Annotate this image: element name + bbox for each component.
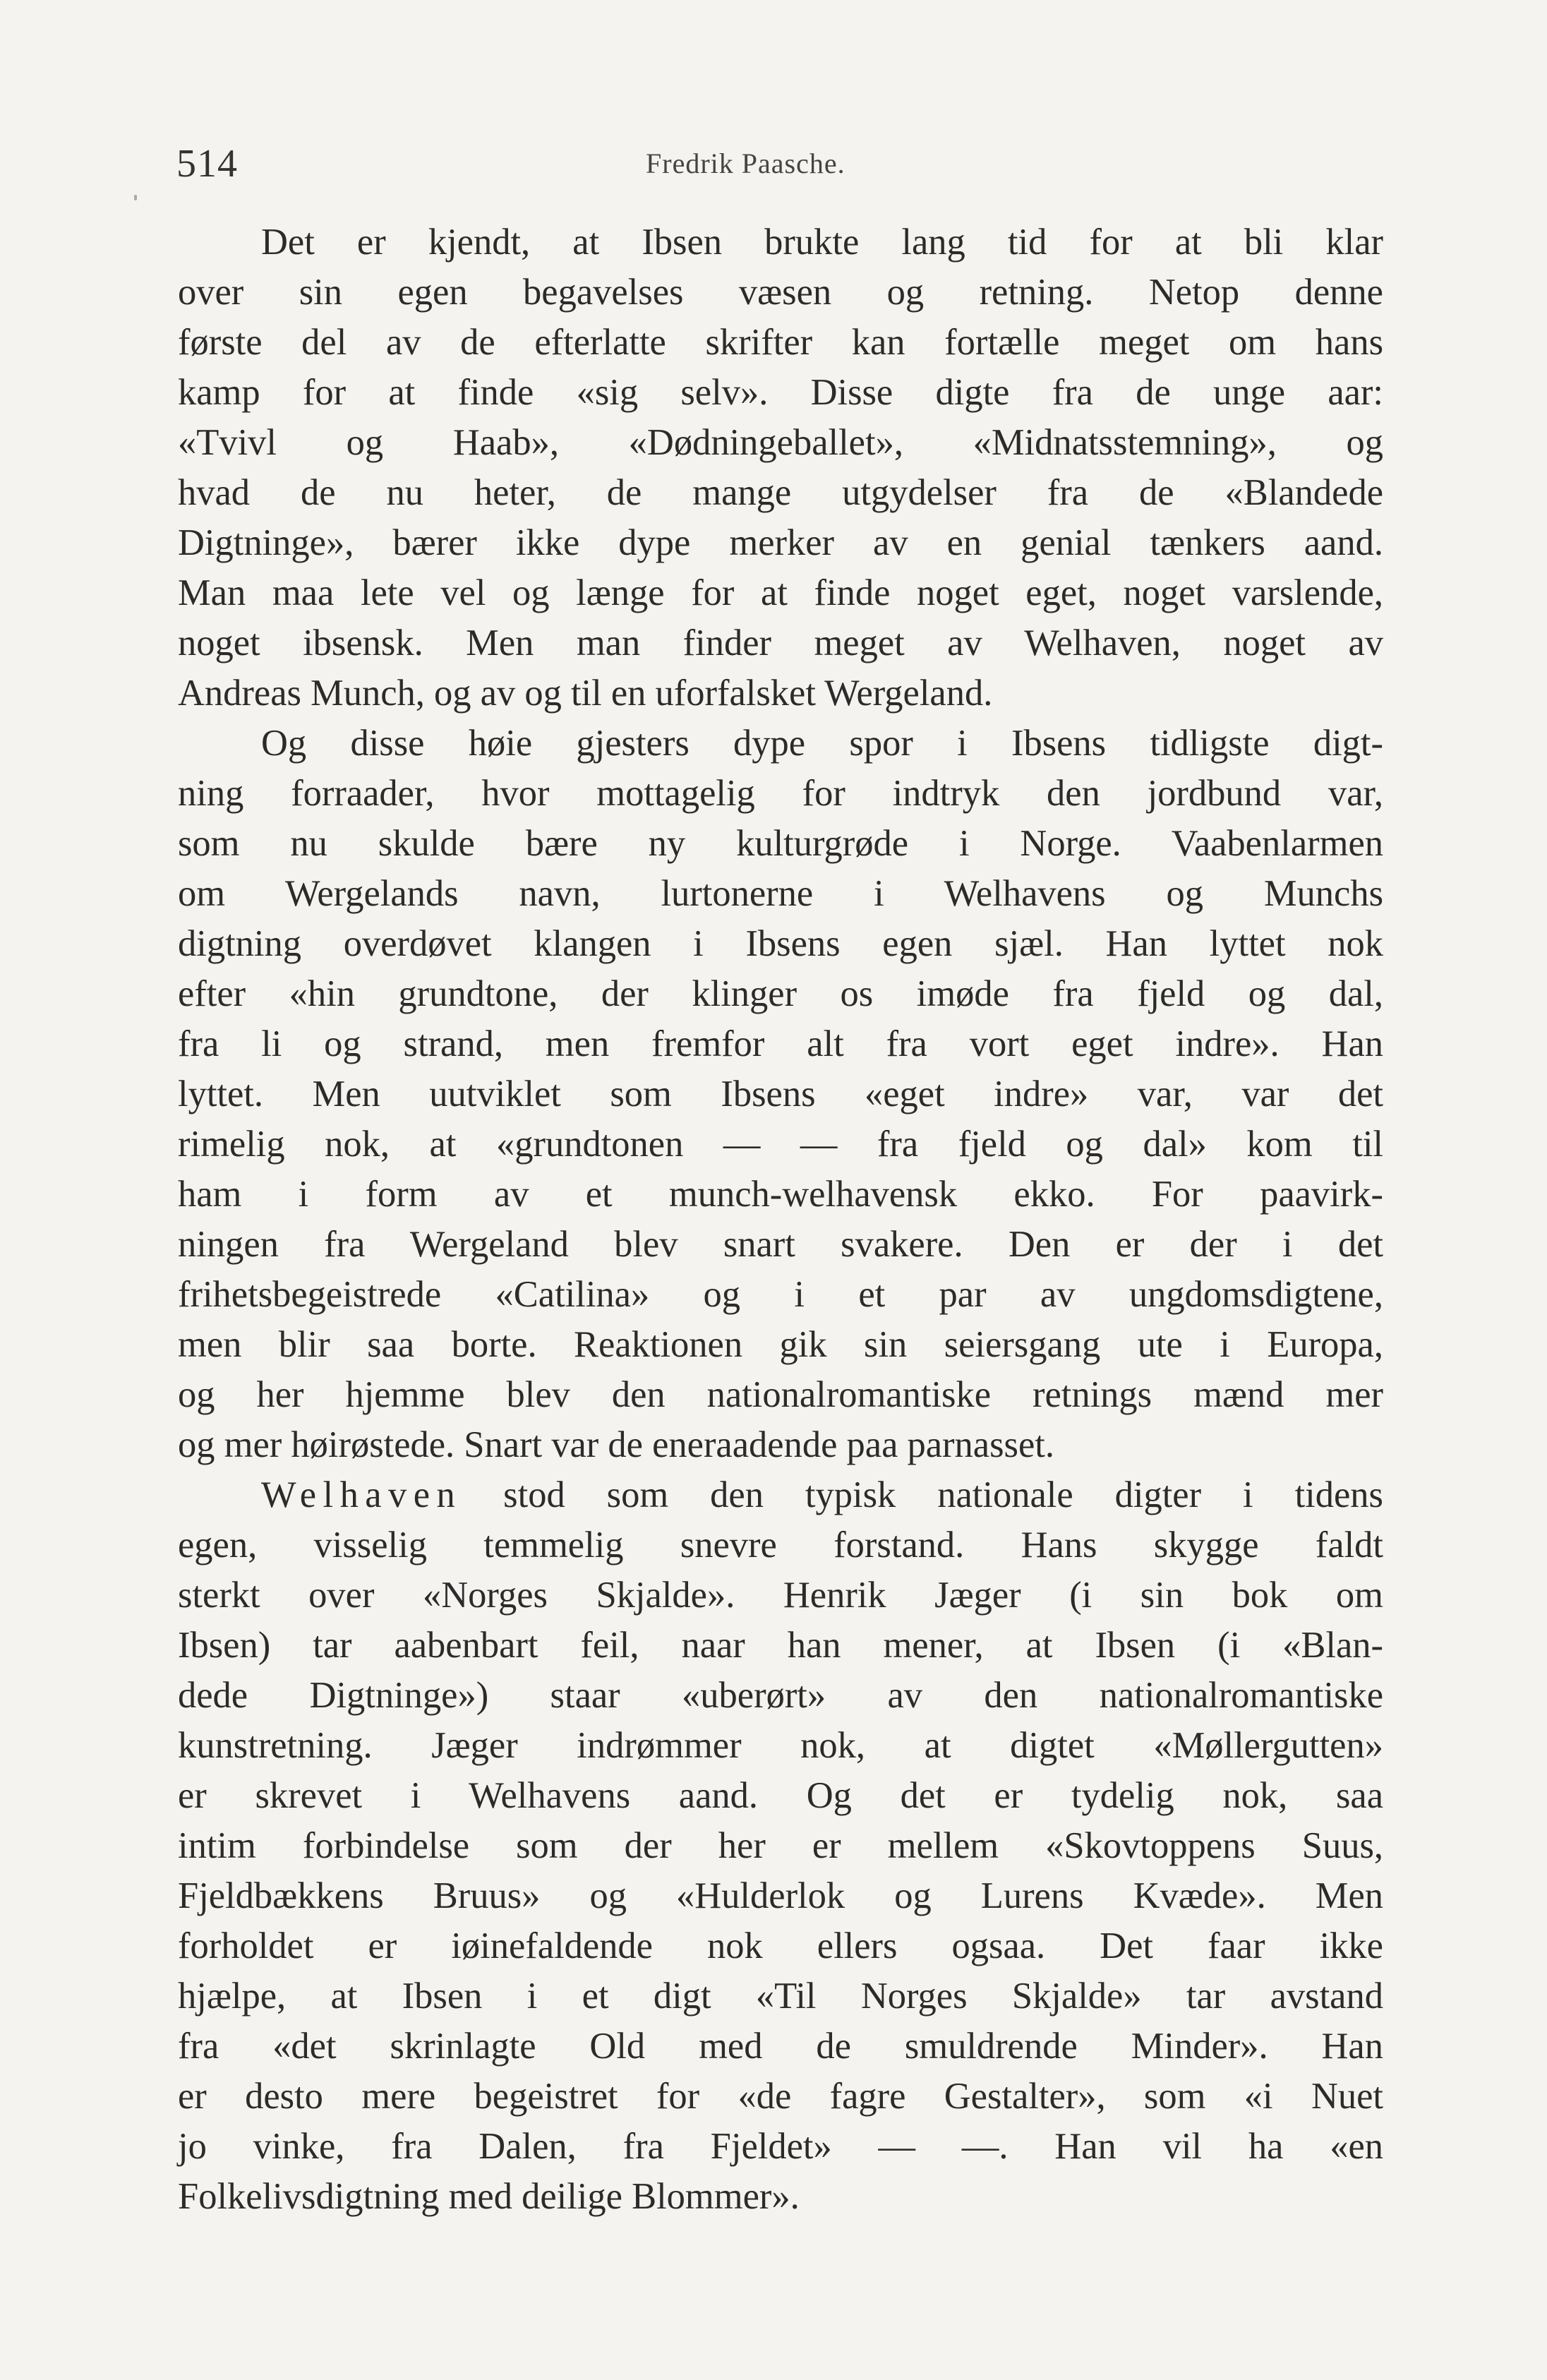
text-line: jo vinke, fra Dalen, fra Fjeldet» — —. Han vil ha «en <box>178 2126 1383 2167</box>
text-line: ning forraader, hvor mottagelig for indtryk den jordbund var, <box>178 773 1383 814</box>
text-line: ningen fra Wergeland blev snart svakere. Den er der i det <box>178 1224 1383 1265</box>
text-line: Det er kjendt, at Ibsen brukte lang tid for at bli klar <box>261 222 1383 263</box>
text-line: lyttet. Men uutviklet som Ibsens «eget indre» var, var det <box>178 1074 1383 1114</box>
text-line: Andreas Munch, og av og til en uforfalsket Wergeland. <box>178 673 993 714</box>
text-line: egen, visselig temmelig snevre forstand. Hans skygge faldt <box>178 1525 1383 1565</box>
running-head: Fredrik Paasche. <box>646 148 845 179</box>
text-line: Man maa lete vel og længe for at finde noget eget, noget varslende, <box>178 572 1383 613</box>
text-line: frihetsbegeistrede «Catilina» og i et par av ungdomsdigtene, <box>178 1274 1383 1315</box>
page-header <box>176 141 1383 191</box>
text-line: er desto mere begeistret for «de fagre Gestalter», som «i Nuet <box>178 2076 1383 2117</box>
text-line: sterkt over «Norges Skjalde». Henrik Jæger (i sin bok om <box>178 1575 1383 1616</box>
text-line: forholdet er iøinefaldende nok ellers ogsaa. Det faar ikke <box>178 1925 1383 1966</box>
text-line: og her hjemme blev den nationalromantiske retnings mænd mer <box>178 1374 1383 1415</box>
text-line: «Tvivl og Haab», «Dødningeballet», «Midnatsstemning», og <box>178 422 1383 463</box>
text-line: dede Digtninge») staar «uberørt» av den nationalromantiske <box>178 1675 1383 1716</box>
text-line: første del av de efterlatte skrifter kan fortælle meget om hans <box>178 322 1383 363</box>
text-line: som nu skulde bære ny kulturgrøde i Norge. Vaabenlarmen <box>178 823 1383 864</box>
text-line-rest: stod som den typisk nationale digter i tidens <box>503 1474 1383 1515</box>
text-line-welhaven <box>178 1470 1383 1520</box>
page-number: 514 <box>176 142 238 186</box>
text-line: efter «hin grundtone, der klinger os imøde fra fjeld og dal, <box>178 973 1383 1014</box>
text-line: noget ibsensk. Men man finder meget av Welhaven, noget av <box>178 623 1383 663</box>
text-line: men blir saa borte. Reaktionen gik sin seiersgang ute i Europa, <box>178 1324 1383 1365</box>
text-line: hvad de nu heter, de mange utgydelser fra de «Blandede <box>178 472 1383 513</box>
text-line: Digtninge», bærer ikke dype merker av en genial tænkers aand. <box>178 522 1383 563</box>
text-line: fra «det skrinlagte Old med de smuldrende Minder». Han <box>178 2026 1383 2067</box>
text-line: Fjeldbækkens Bruus» og «Hulderlok og Lurens Kvæde». Men <box>178 1875 1383 1916</box>
text-line: hjælpe, at Ibsen i et digt «Til Norges Skjalde» tar avstand <box>178 1976 1383 2017</box>
spaced-name: Welhaven <box>261 1474 462 1515</box>
text-line: Ibsen) tar aabenbart feil, naar han mener, at Ibsen (i «Blan- <box>178 1625 1383 1666</box>
text-line: digtning overdøvet klangen i Ibsens egen sjæl. Han lyttet nok <box>178 923 1383 964</box>
text-line: om Wergelands navn, lurtonerne i Welhavens og Munchs <box>178 873 1383 914</box>
body-text <box>178 217 1383 2222</box>
text-line: rimelig nok, at «grundtonen — — fra fjeld og dal» kom til <box>178 1124 1383 1165</box>
text-line: over sin egen begavelses væsen og retning. Netop denne <box>178 272 1383 313</box>
paper-speck <box>134 195 137 200</box>
text-line: fra li og strand, men fremfor alt fra vort eget indre». Han <box>178 1023 1383 1064</box>
text-line: intim forbindelse som der her er mellem «Skovtoppens Suus, <box>178 1825 1383 1866</box>
text-line: ham i form av et munch-welhavensk ekko. For paavirk- <box>178 1174 1383 1215</box>
text-line: Og disse høie gjesters dype spor i Ibsens tidligste digt- <box>261 723 1383 764</box>
text-line: og mer høirøstede. Snart var de eneraadende paa parnasset. <box>178 1424 1054 1465</box>
text-line: er skrevet i Welhavens aand. Og det er tydelig nok, saa <box>178 1775 1383 1816</box>
text-line: kamp for at finde «sig selv». Disse digte fra de unge aar: <box>178 372 1383 413</box>
text-line: Folkelivsdigtning med deilige Blommer». <box>178 2176 800 2217</box>
text-line: kunstretning. Jæger indrømmer nok, at digtet «Møllergutten» <box>178 1725 1383 1766</box>
